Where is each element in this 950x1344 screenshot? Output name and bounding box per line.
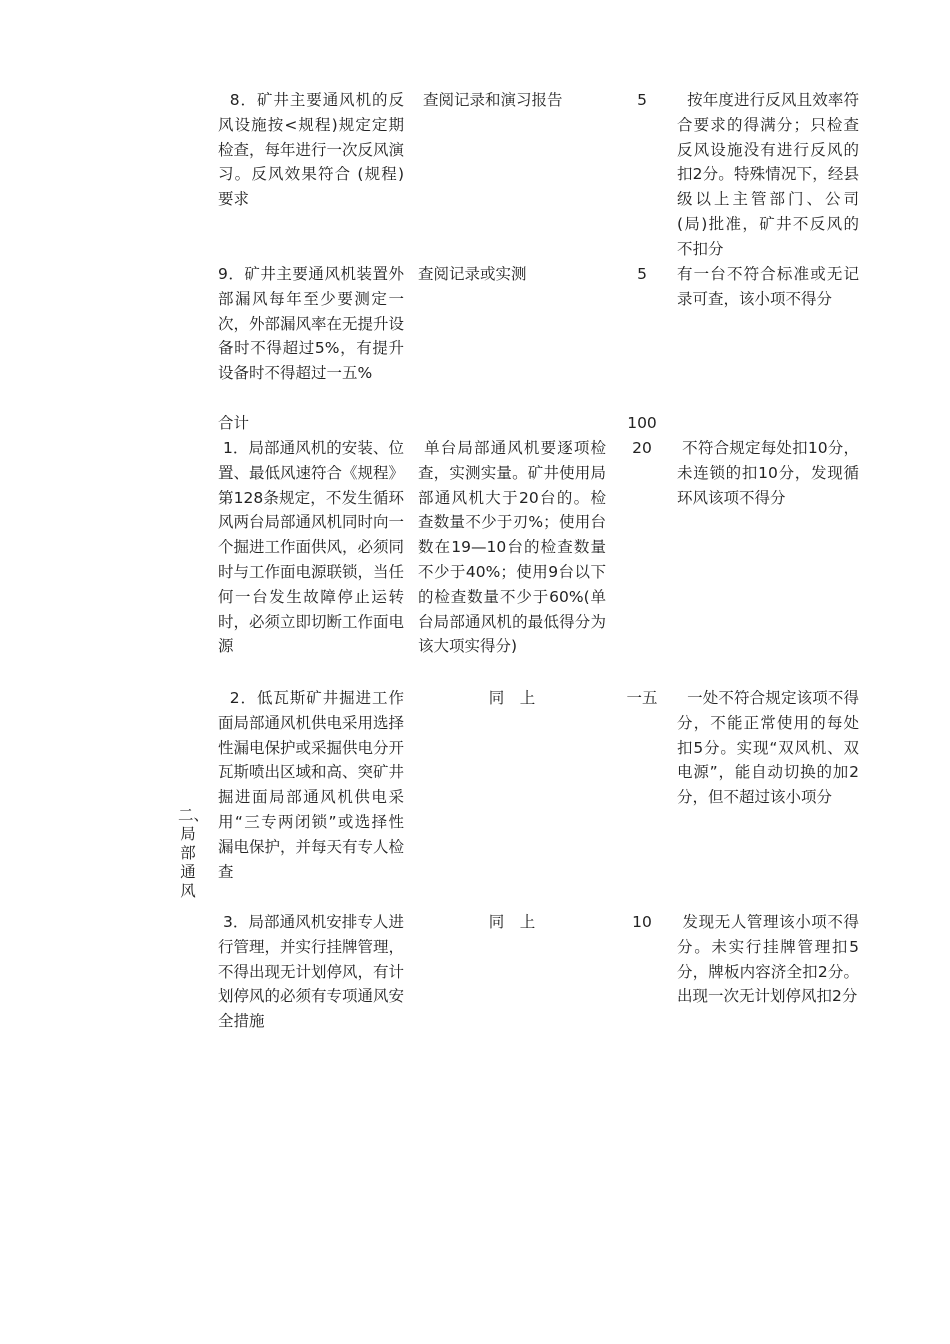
score-2-1: 20 bbox=[632, 439, 652, 457]
rule-9: 有一台不符合标准或无记录可查，该小项不得分 bbox=[677, 265, 859, 308]
score-2-2: 一五 bbox=[626, 689, 658, 707]
rule-2-3: 发现无人管理该小项不得分。未实行挂牌管理扣5分，牌板内容济全扣2分。出现一次无计划停风扣2分 bbox=[677, 913, 859, 1006]
method-2-2: 同 上 bbox=[488, 689, 536, 707]
requirement-2-2: 2．低瓦斯矿井掘进工作面局部通风机供电采用选择性漏电保护或采掘供电分开瓦斯喷出区域和高、突矿井掘进面局部通风机供电采用“三专两闭锁”或选择性漏电保护，并每天有专人检查 bbox=[218, 689, 405, 881]
rule-8: 按年度进行反风且效率符合要求的得满分；只检查反风设施没有进行反风的扣2分。特殊情况下，经县级以上主管部门、公司(局)批准，矿井不反风的不扣分 bbox=[677, 91, 859, 258]
score-9: 5 bbox=[637, 265, 647, 283]
requirement-8: 8．矿井主要通风机的反风设施按<规程)规定定期检查，每年进行一次反风演习。反风效果符合 (规程)要求 bbox=[218, 91, 405, 209]
method-9: 查阅记录或实测 bbox=[418, 265, 527, 283]
score-8: 5 bbox=[637, 91, 647, 109]
method-2-3: 同 上 bbox=[488, 913, 536, 931]
total-label: 合计 bbox=[218, 414, 250, 432]
requirement-9: 9．矿井主要通风机装置外部漏风每年至少要测定一次，外部漏风率在无提升设备时不得超过5%，有提升设备时不得超过一五% bbox=[218, 265, 405, 383]
total-score: 100 bbox=[627, 414, 657, 432]
section-label: 二、局部通风 bbox=[178, 806, 210, 900]
method-8: 查阅记录和演习报告 bbox=[418, 91, 563, 109]
method-2-1: 单台局部通风机要逐项检查，实测实量。矿井使用局部通风机大于20台的。检查数量不少于刃%；使用台数在19—10台的检查数量不少于40%；使用9台以下的检查数量不少于60%(单台局部通风机的最低得分为该大项实得分) bbox=[418, 439, 606, 656]
rule-2-2: 一处不符合规定该项不得分，不能正常使用的每处扣5分。实现“双风机、双电源”，能自动切换的加2分，但不超过该小项分 bbox=[677, 689, 859, 807]
requirement-2-1: 1．局部通风机的安装、位置、最低风速符合《规程》第128条规定，不发生循环风两台局部通风机同时向一个掘进工作面供风，必须同时与工作面电源联锁，当任何一台发生故障停止运转时，必须立即切断工作面电源 bbox=[218, 439, 405, 656]
rule-2-1: 不符合规定每处扣10分，未连锁的扣10分，发现循环风该项不得分 bbox=[677, 439, 859, 507]
score-2-3: 10 bbox=[632, 913, 652, 931]
requirement-2-3: 3．局部通风机安排专人进行管理，并实行挂牌管理，不得出现无计划停风，有计划停风的必须有专项通风安全措施 bbox=[218, 913, 405, 1031]
